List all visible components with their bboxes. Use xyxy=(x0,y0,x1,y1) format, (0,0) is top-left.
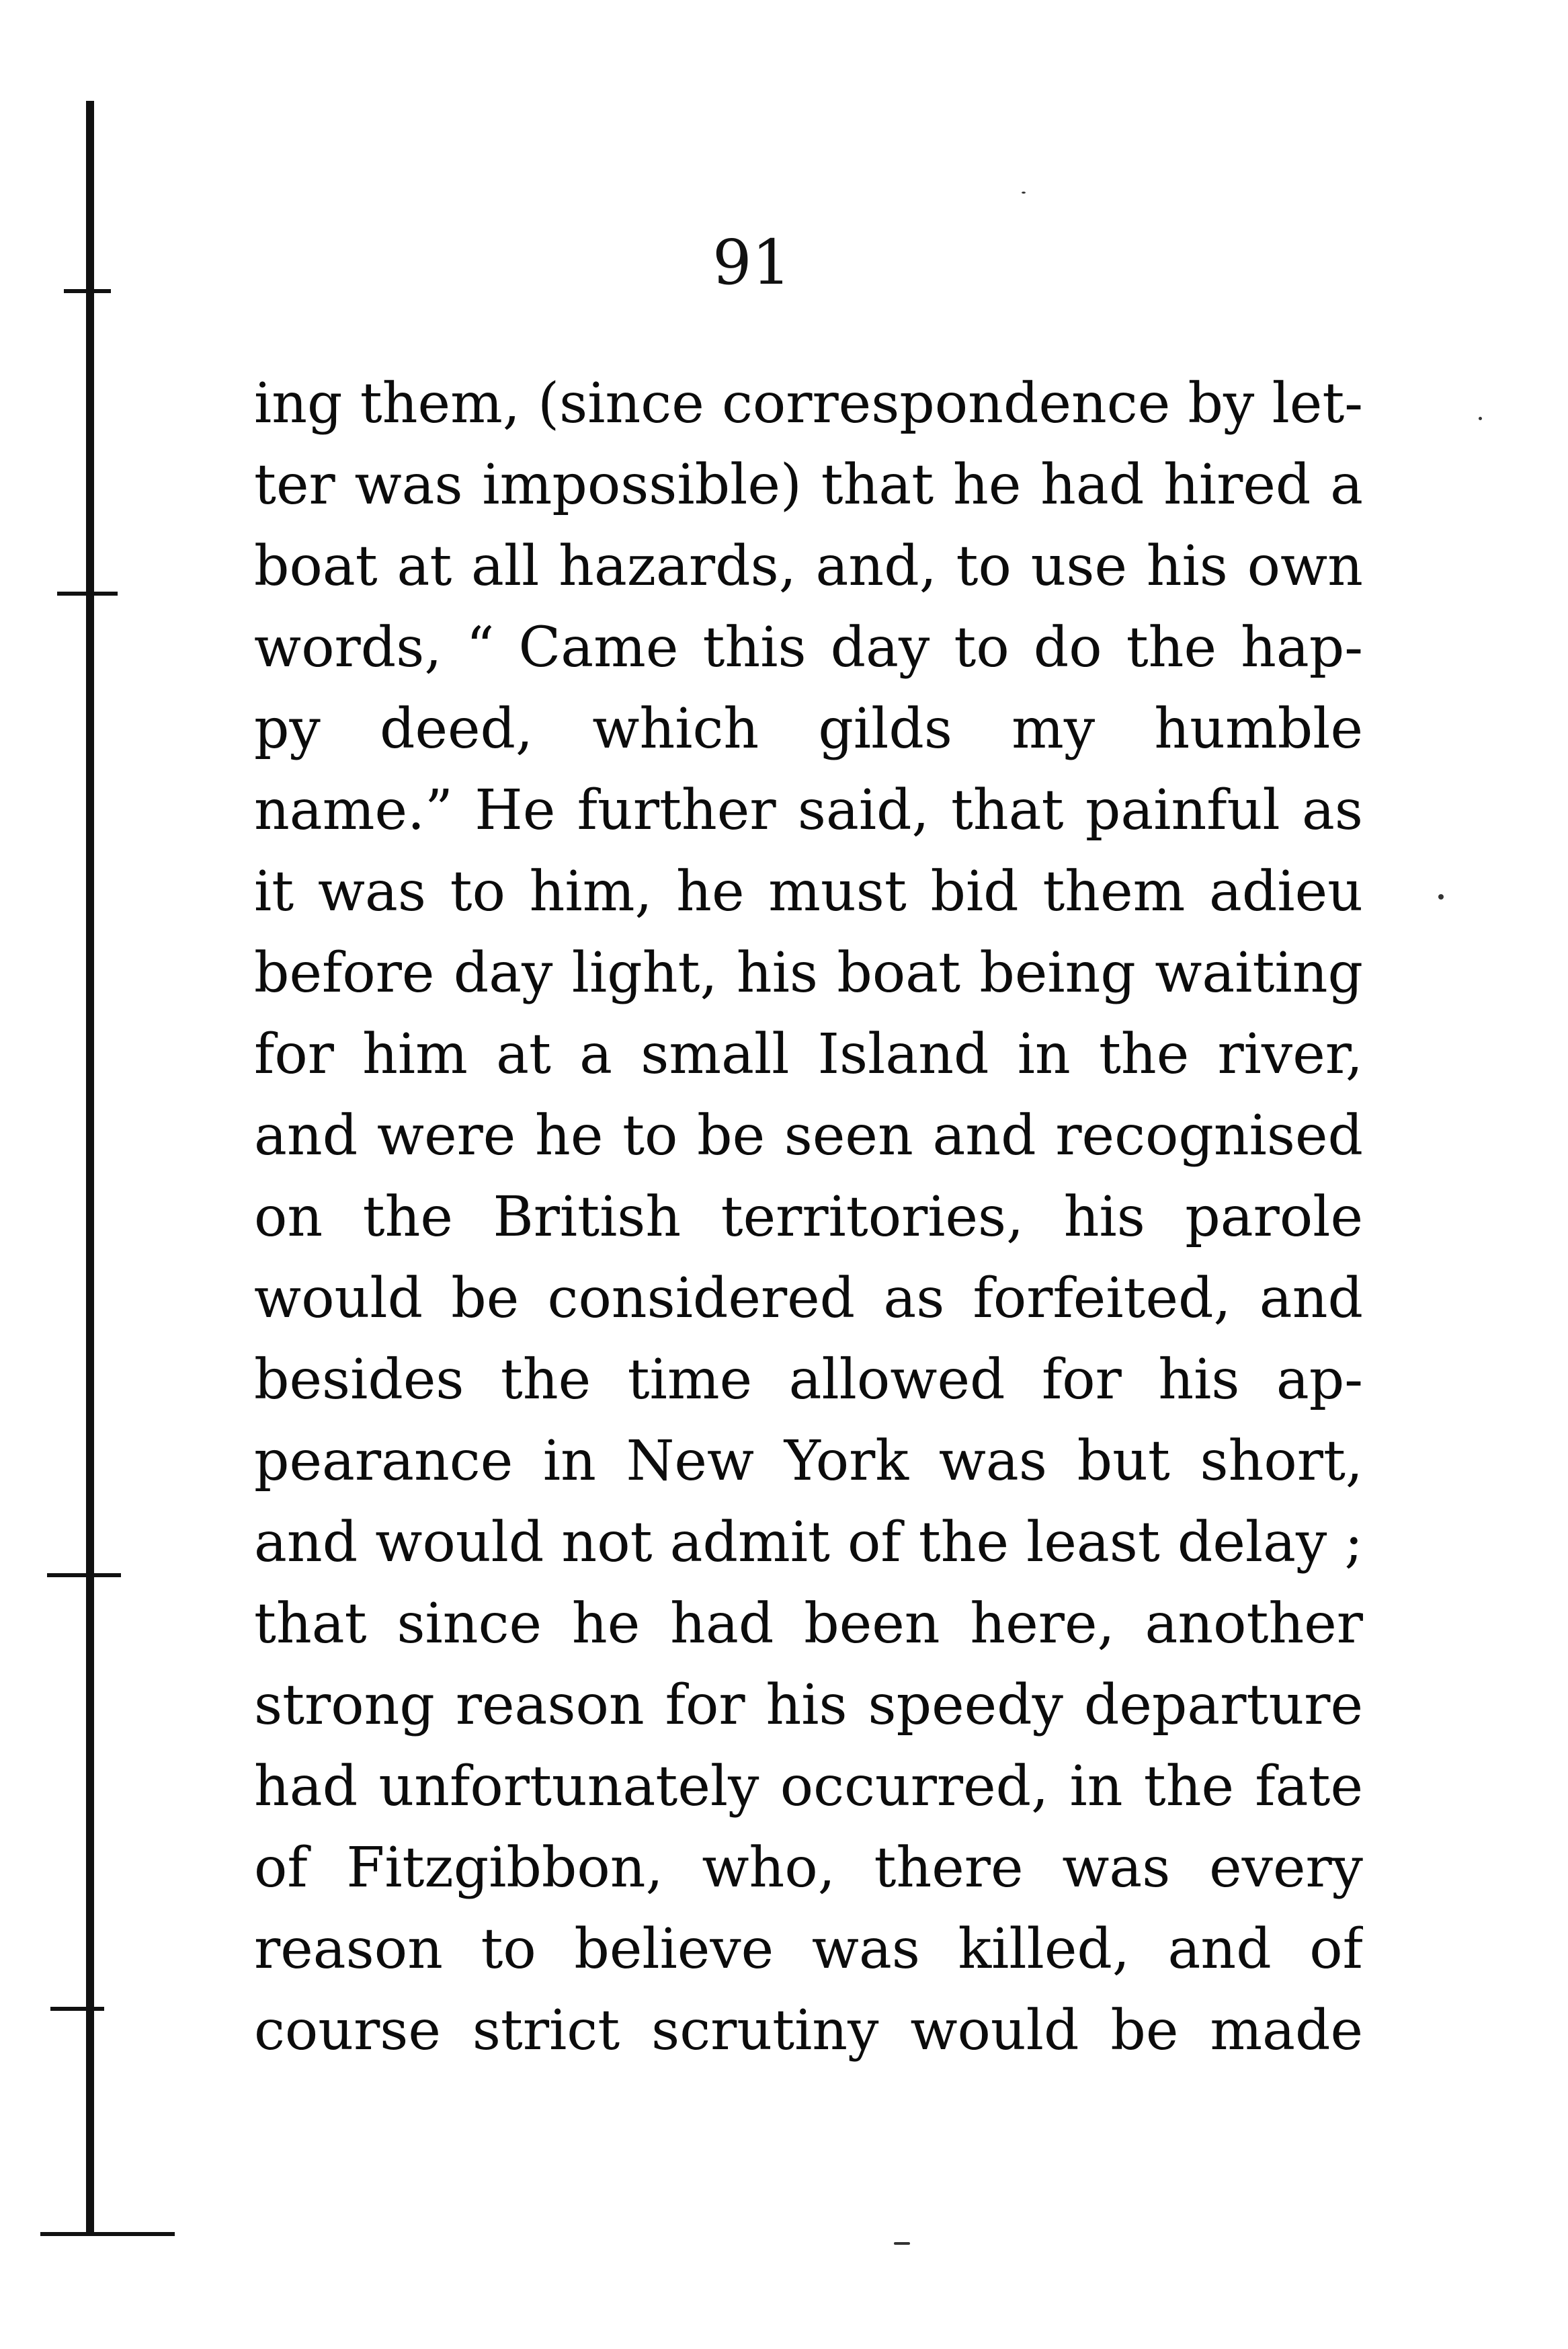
print-speck xyxy=(1438,894,1444,900)
text-line: ter was impossible) that he had hired a xyxy=(254,453,1363,517)
text-line: would be considered as forfeited, and xyxy=(254,1267,1363,1330)
binding-edge-line xyxy=(86,101,94,2235)
text-line: besides the time allowed for his ap- xyxy=(254,1348,1363,1412)
text-line: and would not admit of the least delay ; xyxy=(254,1511,1363,1575)
text-line: for him at a small Island in the river, xyxy=(254,1023,1363,1086)
text-line: reason to believe was killed, and of xyxy=(254,1917,1363,1981)
text-line: course strict scrutiny would be made xyxy=(254,1999,1363,2063)
text-line: words, “ Came this day to do the hap- xyxy=(254,616,1363,680)
binding-base-line xyxy=(40,2232,175,2236)
page-number: 91 xyxy=(712,227,792,298)
text-line: on the British territories, his parole xyxy=(254,1185,1363,1249)
text-line: of Fitzgibbon, who, there was every xyxy=(254,1836,1363,1900)
text-line: name.” He further said, that painful as xyxy=(254,779,1363,842)
binding-mark xyxy=(50,2007,104,2011)
text-line: it was to him, he must bid them adieu xyxy=(254,860,1363,924)
text-line: ing them, (since correspondence by let- xyxy=(254,372,1363,436)
print-speck xyxy=(1479,417,1482,420)
text-line: had unfortunately occurred, in the fate xyxy=(254,1755,1363,1819)
body-text xyxy=(254,363,1363,2071)
text-line: boat at all hazards, and, to use his own xyxy=(254,534,1363,598)
text-line: py deed, which gilds my humble xyxy=(254,697,1363,761)
print-speck xyxy=(1022,192,1026,194)
print-speck xyxy=(894,2242,910,2245)
binding-mark xyxy=(47,1573,121,1577)
text-line: that since he had been here, another xyxy=(254,1592,1363,1656)
binding-mark xyxy=(57,592,118,596)
text-line: strong reason for his speedy departure xyxy=(254,1673,1363,1737)
binding-mark xyxy=(64,289,111,293)
text-line: and were he to be seen and recognised xyxy=(254,1104,1363,1168)
text-line: pearance in New York was but short, xyxy=(254,1429,1363,1493)
text-line: before day light, his boat being waiting xyxy=(254,941,1363,1005)
